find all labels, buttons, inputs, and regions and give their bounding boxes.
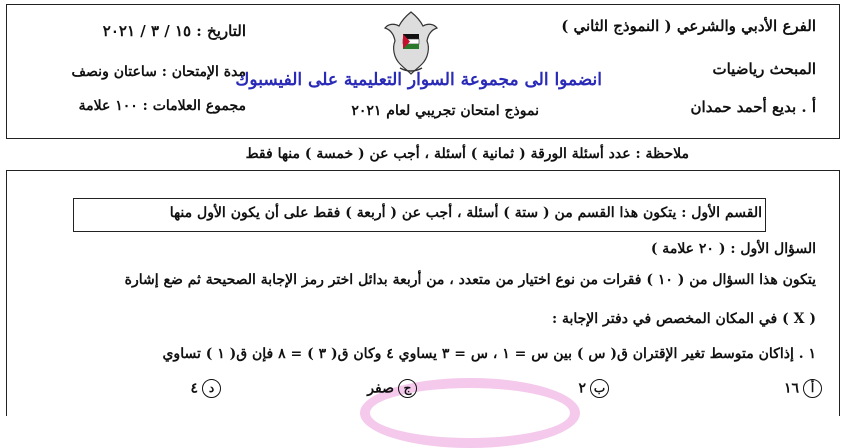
option-text: ١٦: [783, 380, 799, 397]
question-item-1: ١ . إذاكان متوسط تغير الإقتران ق( س ) بين س = ١ ، س = ٣ يساوي ٤ وكان ق( ٣ ) = ٨ فإن ق( ١ ) تساوي: [162, 346, 816, 362]
palestine-emblem-icon: [382, 8, 440, 78]
option-a: [784, 379, 822, 398]
question-title: السؤال الأول : ( ٢٠ علامة ): [650, 241, 816, 257]
facebook-group-promo: انضموا الى مجموعة السوار التعليمية على الفيسبوك: [235, 70, 602, 90]
option-b: [578, 379, 609, 398]
option-d: [190, 379, 221, 398]
option-c: [367, 379, 417, 398]
subject-label: المبحث رياضيات: [712, 60, 816, 78]
branch-label: الفرع الأدبي والشرعي ( النموذج الثاني ): [561, 17, 816, 35]
teacher-label: أ . بديع أحمد حمدان: [690, 98, 816, 116]
exam-note: ملاحظة : عدد أسئلة الورقة ( ثمانية ) أسئلة ، أجب عن ( خمسة ) منها فقط: [245, 146, 689, 162]
option-text: ٢: [578, 380, 586, 397]
option-letter: ب: [590, 379, 609, 398]
exam-title: نموذج امتحان تجريبي لعام ٢٠٢١: [351, 103, 539, 119]
option-text: صفر: [367, 380, 394, 397]
option-letter: أ: [803, 379, 822, 398]
question-intro-line2: ( X ) في المكان المخصص في دفتر الإجابة :: [551, 311, 816, 327]
option-letter: ج: [398, 379, 417, 398]
total-marks: مجموع العلامات : ١٠٠ علامة: [78, 98, 246, 114]
exam-date: التاريخ : ١٥ / ٣ / ٢٠٢١: [102, 22, 246, 40]
option-letter: د: [202, 379, 221, 398]
section-title: القسم الأول : يتكون هذا القسم من ( ستة ) أسئلة ، أجب عن ( أربعة ) فقط على أن يكون الأول منها: [169, 205, 762, 221]
option-text: ٤: [190, 380, 198, 397]
exam-duration: مدة الإمتحان : ساعتان ونصف: [71, 64, 246, 80]
question-intro-line1: يتكون هذا السؤال من ( ١٠ ) فقرات من نوع اختيار من متعدد ، من أربعة بدائل اختر رمز الإجابة الصحيحة ثم ضع إشارة: [124, 272, 816, 288]
